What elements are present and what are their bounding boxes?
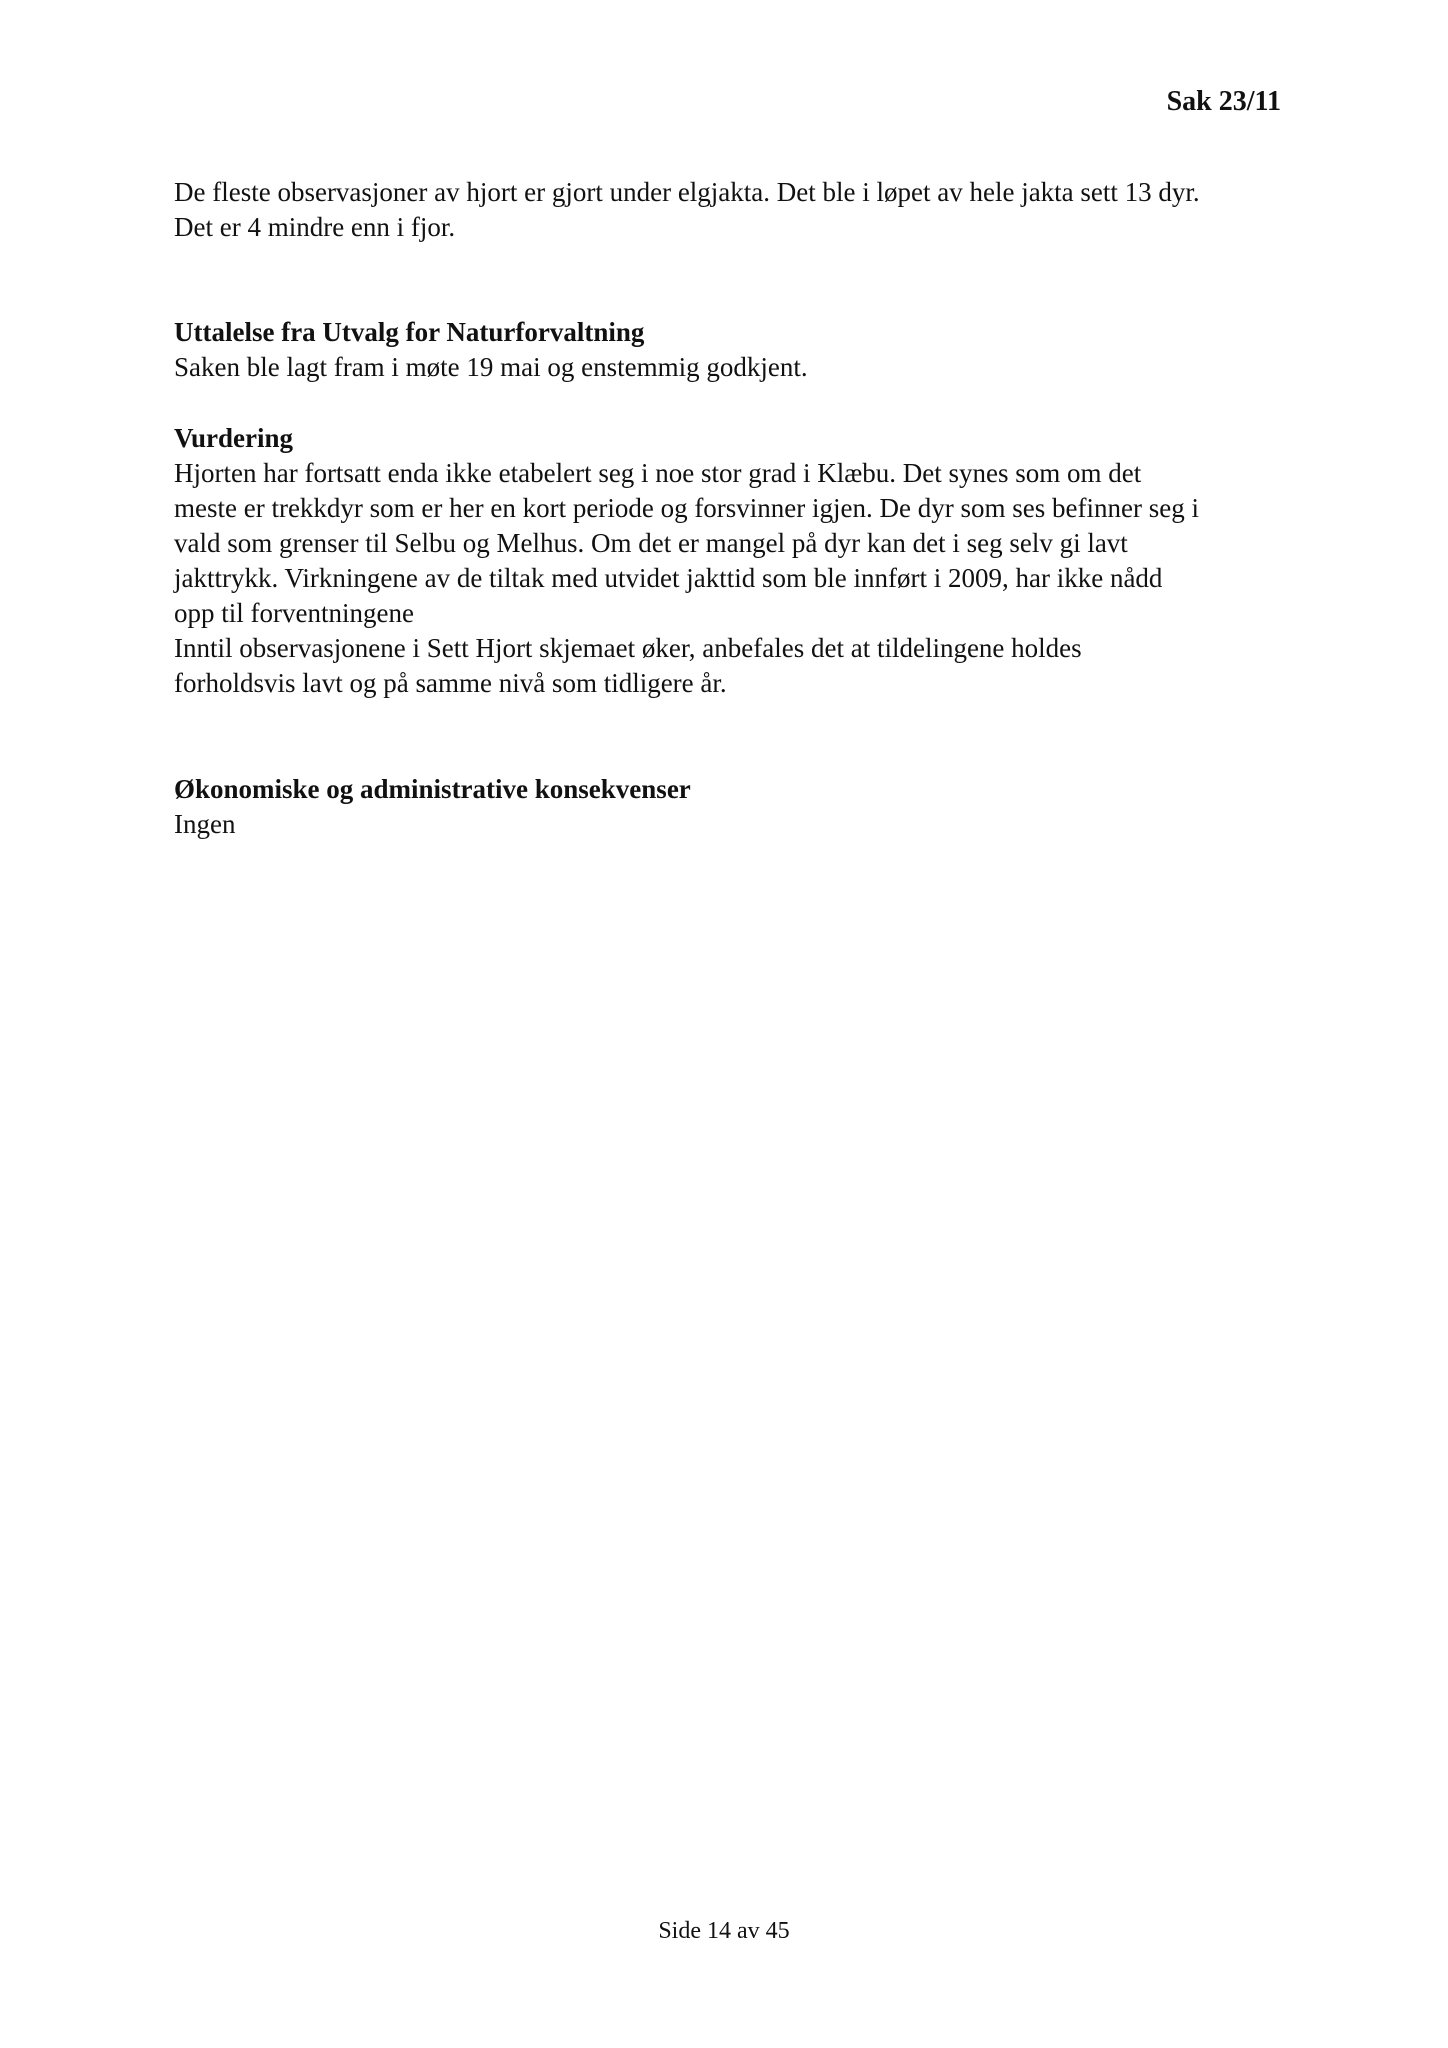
- assessment-line: vald som grenser til Selbu og Melhus. Om det er mangel på dyr kan det i seg selv gi lavt: [174, 528, 1128, 558]
- document-body: [174, 175, 1294, 842]
- consequences-section: [174, 772, 1294, 842]
- consequences-heading: Økonomiske og administrative konsekvenser: [174, 774, 691, 804]
- assessment-line: Inntil observasjonene i Sett Hjort skjemaet øker, anbefales det at tildelingene holdes: [174, 633, 1082, 663]
- assessment-line: forholdsvis lavt og på samme nivå som tidligere år.: [174, 668, 727, 698]
- page-number: Side 14 av 45: [658, 1918, 790, 1944]
- assessment-line: Hjorten har fortsatt enda ikke etabelert seg i noe stor grad i Klæbu. Det synes som om det: [174, 458, 1142, 488]
- intro-line: Det er 4 mindre enn i fjor.: [174, 212, 456, 242]
- intro-paragraph: [174, 175, 1294, 245]
- assessment-section: [174, 421, 1294, 701]
- assessment-line: opp til forventningene: [174, 598, 414, 628]
- statement-heading: Uttalelse fra Utvalg for Naturforvaltning: [174, 317, 645, 347]
- statement-section: [174, 315, 1294, 385]
- assessment-heading: Vurdering: [174, 423, 294, 453]
- assessment-line: jakttrykk. Virkningene av de tiltak med utvidet jakttid som ble innført i 2009, har ikke nådd: [174, 563, 1163, 593]
- intro-line: De fleste observasjoner av hjort er gjort under elgjakta. Det ble i løpet av hele jakta sett 13 dyr.: [174, 177, 1200, 207]
- case-reference: Sak 23/11: [1166, 86, 1281, 117]
- statement-line: Saken ble lagt fram i møte 19 mai og enstemmig godkjent.: [174, 352, 808, 382]
- consequences-line: Ingen: [174, 809, 236, 839]
- assessment-line: meste er trekkdyr som er her en kort periode og forsvinner igjen. De dyr som ses befinner seg i: [174, 493, 1199, 523]
